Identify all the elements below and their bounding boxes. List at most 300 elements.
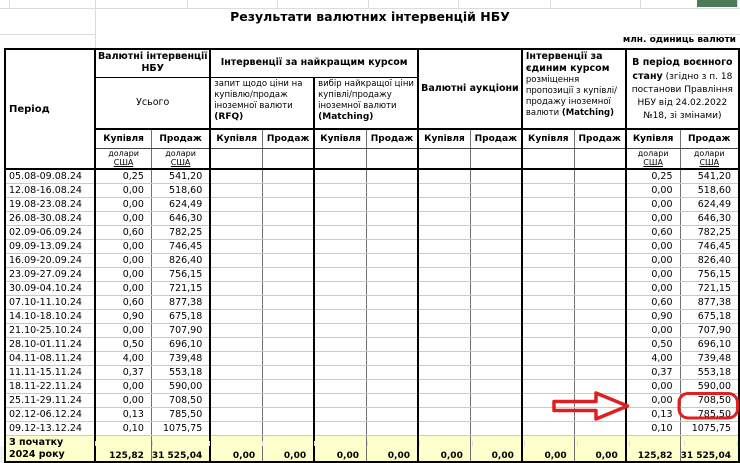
value-cell[interactable]: 0,00 xyxy=(95,198,151,212)
empty-cell[interactable] xyxy=(366,169,418,184)
value-cell[interactable]: 675,18 xyxy=(151,310,210,324)
value-cell[interactable]: 0,50 xyxy=(626,338,680,352)
value-cell[interactable]: 756,15 xyxy=(151,268,210,282)
currency-label-cell[interactable] xyxy=(680,148,739,169)
group-best-rate-header[interactable]: Інтервенції за найкращим курсом xyxy=(210,49,418,77)
empty-cell[interactable] xyxy=(574,212,626,226)
empty-cell[interactable] xyxy=(574,408,626,422)
value-cell[interactable]: 0,10 xyxy=(95,422,151,436)
total-value-cell[interactable]: 0,00 xyxy=(574,436,626,462)
empty-cell[interactable] xyxy=(263,380,315,394)
empty-cell[interactable] xyxy=(522,422,574,436)
total-value-cell[interactable]: 0,00 xyxy=(470,436,522,462)
empty-cell[interactable] xyxy=(418,226,470,240)
value-cell[interactable]: 0,00 xyxy=(626,198,680,212)
value-cell[interactable]: 0,00 xyxy=(626,394,680,408)
value-cell[interactable]: 826,40 xyxy=(680,254,739,268)
empty-cell[interactable] xyxy=(314,408,366,422)
empty-cell[interactable] xyxy=(470,352,522,366)
value-cell[interactable]: 624,49 xyxy=(680,198,739,212)
empty-cell[interactable] xyxy=(574,324,626,338)
empty-cell[interactable] xyxy=(314,268,366,282)
total-value-cell[interactable]: 125,82 xyxy=(626,436,680,462)
period-cell[interactable]: 04.11-08.11.24 xyxy=(5,352,95,366)
empty-cell[interactable] xyxy=(418,184,470,198)
value-cell[interactable]: 0,00 xyxy=(626,254,680,268)
empty-cell[interactable] xyxy=(470,296,522,310)
value-cell[interactable]: 826,40 xyxy=(151,254,210,268)
empty-cell[interactable] xyxy=(574,366,626,380)
empty-cell[interactable] xyxy=(210,240,262,254)
empty-cell[interactable] xyxy=(522,394,574,408)
empty-cell[interactable] xyxy=(522,169,574,184)
value-cell[interactable]: 624,49 xyxy=(151,198,210,212)
value-cell[interactable]: 0,00 xyxy=(626,240,680,254)
value-cell[interactable]: 0,90 xyxy=(626,310,680,324)
value-cell[interactable]: 0,00 xyxy=(95,240,151,254)
period-cell[interactable]: 02.09-06.09.24 xyxy=(5,226,95,240)
empty-cell[interactable] xyxy=(210,198,262,212)
empty-cell[interactable] xyxy=(210,268,262,282)
empty-cell[interactable] xyxy=(263,268,315,282)
empty-cell[interactable] xyxy=(314,296,366,310)
empty-cell[interactable] xyxy=(263,184,315,198)
group-single-rate-header[interactable] xyxy=(522,49,626,129)
value-cell[interactable]: 0,25 xyxy=(95,169,151,184)
value-cell[interactable]: 518,60 xyxy=(680,184,739,198)
empty-cell[interactable] xyxy=(314,212,366,226)
value-cell[interactable]: 4,00 xyxy=(626,352,680,366)
total-value-cell[interactable]: 0,00 xyxy=(366,436,418,462)
value-cell[interactable]: 877,38 xyxy=(680,296,739,310)
empty-cell[interactable] xyxy=(470,366,522,380)
empty-cell[interactable] xyxy=(522,296,574,310)
empty-cell[interactable] xyxy=(522,198,574,212)
empty-cell[interactable] xyxy=(263,254,315,268)
value-cell[interactable]: 739,48 xyxy=(151,352,210,366)
empty-cell[interactable] xyxy=(470,380,522,394)
empty-cell[interactable] xyxy=(470,212,522,226)
empty-cell[interactable] xyxy=(574,394,626,408)
empty-cell[interactable] xyxy=(366,254,418,268)
value-cell[interactable]: 746,45 xyxy=(680,240,739,254)
value-cell[interactable]: 553,18 xyxy=(680,366,739,380)
value-cell[interactable]: 541,20 xyxy=(151,169,210,184)
value-cell[interactable]: 0,00 xyxy=(95,254,151,268)
empty-cell[interactable] xyxy=(366,268,418,282)
empty-cell[interactable] xyxy=(574,282,626,296)
table-row xyxy=(5,296,739,310)
empty-cell[interactable] xyxy=(210,366,262,380)
period-cell[interactable]: 09.12-13.12.24 xyxy=(5,422,95,436)
empty-cell[interactable] xyxy=(522,324,574,338)
empty-cell[interactable] xyxy=(366,394,418,408)
empty-cell[interactable] xyxy=(418,408,470,422)
value-cell[interactable]: 0,60 xyxy=(95,296,151,310)
value-cell[interactable]: 553,18 xyxy=(151,366,210,380)
empty-cell[interactable] xyxy=(366,380,418,394)
table-row xyxy=(5,310,739,324)
empty-cell[interactable] xyxy=(263,338,315,352)
empty-cell[interactable] xyxy=(574,296,626,310)
empty-cell[interactable] xyxy=(574,310,626,324)
period-cell[interactable]: 11.11-15.11.24 xyxy=(5,366,95,380)
empty-cell[interactable] xyxy=(470,226,522,240)
empty-cell[interactable] xyxy=(418,352,470,366)
value-cell[interactable]: 782,25 xyxy=(151,226,210,240)
value-cell[interactable]: 0,00 xyxy=(626,268,680,282)
value-cell[interactable]: 0,00 xyxy=(95,268,151,282)
sell-header-cell[interactable]: Продаж xyxy=(263,129,315,148)
empty-cell[interactable] xyxy=(366,240,418,254)
empty-cell[interactable] xyxy=(210,212,262,226)
value-cell[interactable]: 721,15 xyxy=(151,282,210,296)
empty-cell[interactable] xyxy=(210,169,262,184)
empty-cell[interactable] xyxy=(522,380,574,394)
currency-label-cell[interactable] xyxy=(626,148,680,169)
total-value-cell[interactable]: 0,00 xyxy=(418,436,470,462)
value-cell[interactable]: 0,00 xyxy=(95,380,151,394)
value-cell[interactable]: 541,20 xyxy=(680,169,739,184)
empty-cell[interactable] xyxy=(522,226,574,240)
empty-cell[interactable] xyxy=(574,169,626,184)
value-cell[interactable]: 1075,75 xyxy=(680,422,739,436)
buy-header-cell[interactable]: Купівля xyxy=(418,129,470,148)
value-cell[interactable]: 785,50 xyxy=(151,408,210,422)
empty-cell[interactable] xyxy=(210,352,262,366)
empty-cell[interactable] xyxy=(574,380,626,394)
empty-cell[interactable] xyxy=(418,169,470,184)
value-cell[interactable]: 0,00 xyxy=(95,212,151,226)
value-cell[interactable]: 756,15 xyxy=(680,268,739,282)
period-cell[interactable]: 05.08-09.08.24 xyxy=(5,169,95,184)
value-cell[interactable]: 590,00 xyxy=(680,380,739,394)
empty-header-cell[interactable] xyxy=(263,148,315,169)
period-cell[interactable]: 18.11-22.11.24 xyxy=(5,380,95,394)
empty-cell[interactable] xyxy=(470,254,522,268)
buy-header-cell[interactable]: Купівля xyxy=(626,129,680,148)
value-cell[interactable]: 675,18 xyxy=(680,310,739,324)
total-value-cell[interactable]: 0,00 xyxy=(314,436,366,462)
empty-cell[interactable] xyxy=(366,408,418,422)
empty-cell[interactable] xyxy=(314,394,366,408)
empty-cell[interactable] xyxy=(418,338,470,352)
empty-cell[interactable] xyxy=(470,198,522,212)
empty-cell[interactable] xyxy=(522,408,574,422)
empty-cell[interactable] xyxy=(418,212,470,226)
empty-cell[interactable] xyxy=(366,366,418,380)
empty-cell[interactable] xyxy=(418,394,470,408)
empty-cell[interactable] xyxy=(418,282,470,296)
value-cell[interactable]: 785,50 xyxy=(680,408,739,422)
value-cell[interactable]: 0,37 xyxy=(95,366,151,380)
period-cell[interactable]: 12.08-16.08.24 xyxy=(5,184,95,198)
value-cell[interactable]: 708,50 xyxy=(680,394,739,408)
empty-cell[interactable] xyxy=(263,226,315,240)
empty-cell[interactable] xyxy=(522,240,574,254)
empty-cell[interactable] xyxy=(470,324,522,338)
empty-cell[interactable] xyxy=(366,310,418,324)
empty-cell[interactable] xyxy=(314,240,366,254)
value-cell[interactable]: 0,13 xyxy=(95,408,151,422)
value-cell[interactable]: 739,48 xyxy=(680,352,739,366)
value-cell[interactable]: 0,00 xyxy=(626,184,680,198)
value-cell[interactable]: 0,25 xyxy=(626,169,680,184)
empty-cell[interactable] xyxy=(314,226,366,240)
empty-cell[interactable] xyxy=(470,422,522,436)
value-cell[interactable]: 0,90 xyxy=(95,310,151,324)
value-cell[interactable]: 646,30 xyxy=(151,212,210,226)
empty-cell[interactable] xyxy=(210,380,262,394)
empty-cell[interactable] xyxy=(314,282,366,296)
empty-cell[interactable] xyxy=(366,226,418,240)
period-cell[interactable]: 14.10-18.10.24 xyxy=(5,310,95,324)
period-cell[interactable]: 16.09-20.09.24 xyxy=(5,254,95,268)
value-cell[interactable]: 518,60 xyxy=(151,184,210,198)
empty-cell[interactable] xyxy=(210,226,262,240)
empty-header-cell[interactable] xyxy=(418,148,470,169)
empty-cell[interactable] xyxy=(314,352,366,366)
empty-cell[interactable] xyxy=(314,338,366,352)
empty-header-cell[interactable] xyxy=(210,148,262,169)
total-label-cell[interactable] xyxy=(5,436,95,462)
value-cell[interactable]: 646,30 xyxy=(680,212,739,226)
empty-cell[interactable] xyxy=(210,394,262,408)
empty-cell[interactable] xyxy=(574,338,626,352)
empty-cell[interactable] xyxy=(263,282,315,296)
empty-cell[interactable] xyxy=(210,310,262,324)
empty-cell[interactable] xyxy=(263,394,315,408)
empty-cell[interactable] xyxy=(418,324,470,338)
empty-cell[interactable] xyxy=(574,226,626,240)
empty-header-cell[interactable] xyxy=(574,148,626,169)
value-cell[interactable]: 0,00 xyxy=(626,282,680,296)
group-war-period-header[interactable] xyxy=(626,49,739,129)
empty-cell[interactable] xyxy=(263,198,315,212)
empty-cell[interactable] xyxy=(314,169,366,184)
empty-cell[interactable] xyxy=(314,254,366,268)
buy-header-cell[interactable]: Купівля xyxy=(314,129,366,148)
empty-cell[interactable] xyxy=(210,408,262,422)
empty-cell[interactable] xyxy=(418,240,470,254)
total-value-cell[interactable]: 125,82 xyxy=(95,436,151,462)
period-cell[interactable]: 28.10-01.11.24 xyxy=(5,338,95,352)
value-cell[interactable]: 877,38 xyxy=(151,296,210,310)
empty-cell[interactable] xyxy=(418,268,470,282)
empty-cell[interactable] xyxy=(574,254,626,268)
empty-cell[interactable] xyxy=(418,198,470,212)
period-cell[interactable]: 07.10-11.10.24 xyxy=(5,296,95,310)
sell-header-cell[interactable]: Продаж xyxy=(680,129,739,148)
empty-cell[interactable] xyxy=(574,184,626,198)
empty-cell[interactable] xyxy=(470,338,522,352)
sell-header-cell[interactable]: Продаж xyxy=(366,129,418,148)
empty-cell[interactable] xyxy=(366,198,418,212)
value-cell[interactable]: 4,00 xyxy=(95,352,151,366)
total-value-cell[interactable]: 0,00 xyxy=(263,436,315,462)
empty-cell[interactable] xyxy=(470,282,522,296)
value-cell[interactable]: 0,00 xyxy=(95,394,151,408)
value-cell[interactable]: 708,50 xyxy=(151,394,210,408)
value-cell[interactable]: 0,60 xyxy=(95,226,151,240)
empty-cell[interactable] xyxy=(574,268,626,282)
empty-cell[interactable] xyxy=(263,296,315,310)
matching-subheader[interactable] xyxy=(314,77,418,129)
empty-cell[interactable] xyxy=(366,212,418,226)
empty-header-cell[interactable] xyxy=(470,148,522,169)
empty-cell[interactable] xyxy=(263,324,315,338)
empty-cell[interactable] xyxy=(366,282,418,296)
empty-cell[interactable] xyxy=(522,268,574,282)
empty-cell[interactable] xyxy=(263,310,315,324)
value-cell[interactable]: 707,90 xyxy=(151,324,210,338)
empty-cell[interactable] xyxy=(522,310,574,324)
total-subheader[interactable]: Усього xyxy=(95,77,210,129)
empty-cell[interactable] xyxy=(210,184,262,198)
empty-cell[interactable] xyxy=(210,254,262,268)
empty-cell[interactable] xyxy=(574,422,626,436)
table-row xyxy=(5,408,739,422)
sell-header-cell[interactable]: Продаж xyxy=(470,129,522,148)
empty-cell[interactable] xyxy=(522,338,574,352)
empty-cell[interactable] xyxy=(522,212,574,226)
empty-cell[interactable] xyxy=(366,296,418,310)
empty-cell[interactable] xyxy=(263,366,315,380)
period-cell[interactable]: 30.09-04.10.24 xyxy=(5,282,95,296)
value-cell[interactable]: 1075,75 xyxy=(151,422,210,436)
value-cell[interactable]: 0,60 xyxy=(626,296,680,310)
buy-header-cell[interactable]: Купівля xyxy=(522,129,574,148)
empty-cell[interactable] xyxy=(418,422,470,436)
value-cell[interactable]: 746,45 xyxy=(151,240,210,254)
period-cell[interactable]: 19.08-23.08.24 xyxy=(5,198,95,212)
empty-cell[interactable] xyxy=(263,212,315,226)
total-value-cell[interactable]: 0,00 xyxy=(522,436,574,462)
empty-cell[interactable] xyxy=(522,366,574,380)
buy-header-cell[interactable]: Купівля xyxy=(210,129,262,148)
period-cell[interactable]: 26.08-30.08.24 xyxy=(5,212,95,226)
empty-cell[interactable] xyxy=(314,422,366,436)
value-cell[interactable]: 0,00 xyxy=(95,282,151,296)
empty-cell[interactable] xyxy=(314,380,366,394)
period-cell[interactable]: 25.11-29.11.24 xyxy=(5,394,95,408)
group-nbu-interventions-header[interactable]: Валютні інтервенції НБУ xyxy=(95,49,210,77)
total-value-cell[interactable]: 0,00 xyxy=(210,436,262,462)
empty-cell[interactable] xyxy=(263,169,315,184)
empty-cell[interactable] xyxy=(366,184,418,198)
period-cell[interactable]: 09.09-13.09.24 xyxy=(5,240,95,254)
group-auctions-header[interactable]: Валютні аукціони xyxy=(418,49,522,129)
empty-cell[interactable] xyxy=(210,422,262,436)
value-cell[interactable]: 0,00 xyxy=(626,324,680,338)
empty-cell[interactable] xyxy=(522,352,574,366)
empty-header-cell[interactable] xyxy=(522,148,574,169)
empty-cell[interactable] xyxy=(574,198,626,212)
empty-cell[interactable] xyxy=(314,324,366,338)
value-cell[interactable]: 696,10 xyxy=(680,338,739,352)
value-cell[interactable]: 0,00 xyxy=(626,380,680,394)
matching-desc: вибір найкращої ціни купівлі/продажу іноземної валюти xyxy=(318,78,414,111)
empty-cell[interactable] xyxy=(418,310,470,324)
rfq-subheader[interactable] xyxy=(210,77,314,129)
empty-cell[interactable] xyxy=(314,366,366,380)
sell-header-cell[interactable]: Продаж xyxy=(151,129,210,148)
total-value-cell[interactable]: 31 525,04 xyxy=(680,436,739,462)
period-cell[interactable]: 21.10-25.10.24 xyxy=(5,324,95,338)
empty-cell[interactable] xyxy=(470,184,522,198)
empty-cell[interactable] xyxy=(418,380,470,394)
table-row xyxy=(5,212,739,226)
empty-cell[interactable] xyxy=(574,240,626,254)
empty-cell[interactable] xyxy=(470,310,522,324)
value-cell[interactable]: 0,37 xyxy=(626,366,680,380)
total-label-line2: 2024 року xyxy=(9,448,65,460)
empty-cell[interactable] xyxy=(522,282,574,296)
empty-cell[interactable] xyxy=(418,366,470,380)
period-column-header[interactable]: Період xyxy=(5,49,95,169)
total-value-cell[interactable]: 31 525,04 xyxy=(151,436,210,462)
empty-cell[interactable] xyxy=(366,324,418,338)
value-cell[interactable]: 0,00 xyxy=(95,324,151,338)
empty-header-cell[interactable] xyxy=(314,148,366,169)
period-cell[interactable]: 02.12-06.12.24 xyxy=(5,408,95,422)
empty-cell[interactable] xyxy=(366,338,418,352)
value-cell[interactable]: 0,13 xyxy=(626,408,680,422)
empty-cell[interactable] xyxy=(210,338,262,352)
empty-cell[interactable] xyxy=(470,408,522,422)
empty-cell[interactable] xyxy=(314,198,366,212)
empty-cell[interactable] xyxy=(210,324,262,338)
empty-cell[interactable] xyxy=(263,352,315,366)
empty-cell[interactable] xyxy=(210,296,262,310)
value-cell[interactable]: 721,15 xyxy=(680,282,739,296)
empty-cell[interactable] xyxy=(263,408,315,422)
empty-cell[interactable] xyxy=(470,394,522,408)
value-cell[interactable]: 0,00 xyxy=(626,212,680,226)
empty-header-cell[interactable] xyxy=(366,148,418,169)
empty-cell[interactable] xyxy=(522,254,574,268)
value-cell[interactable]: 0,50 xyxy=(95,338,151,352)
sell-header-cell[interactable]: Продаж xyxy=(574,129,626,148)
empty-cell[interactable] xyxy=(418,296,470,310)
empty-cell[interactable] xyxy=(470,240,522,254)
value-cell[interactable]: 0,00 xyxy=(95,184,151,198)
empty-cell[interactable] xyxy=(314,310,366,324)
rfq-code: (RFQ) xyxy=(214,111,244,122)
value-cell[interactable]: 0,10 xyxy=(626,422,680,436)
empty-cell[interactable] xyxy=(263,240,315,254)
period-cell[interactable]: 23.09-27.09.24 xyxy=(5,268,95,282)
currency-label-cell[interactable] xyxy=(95,148,151,169)
empty-cell[interactable] xyxy=(470,268,522,282)
empty-cell[interactable] xyxy=(470,169,522,184)
value-cell[interactable]: 590,00 xyxy=(151,380,210,394)
value-cell[interactable]: 0,60 xyxy=(626,226,680,240)
empty-cell[interactable] xyxy=(366,422,418,436)
empty-cell[interactable] xyxy=(263,422,315,436)
buy-header-cell[interactable]: Купівля xyxy=(95,129,151,148)
empty-cell[interactable] xyxy=(522,184,574,198)
empty-cell[interactable] xyxy=(366,352,418,366)
empty-cell[interactable] xyxy=(418,254,470,268)
empty-cell[interactable] xyxy=(210,282,262,296)
value-cell[interactable]: 696,10 xyxy=(151,338,210,352)
value-cell[interactable]: 707,90 xyxy=(680,324,739,338)
empty-cell[interactable] xyxy=(314,184,366,198)
empty-cell[interactable] xyxy=(574,352,626,366)
value-cell[interactable]: 782,25 xyxy=(680,226,739,240)
currency-label-cell[interactable] xyxy=(151,148,210,169)
